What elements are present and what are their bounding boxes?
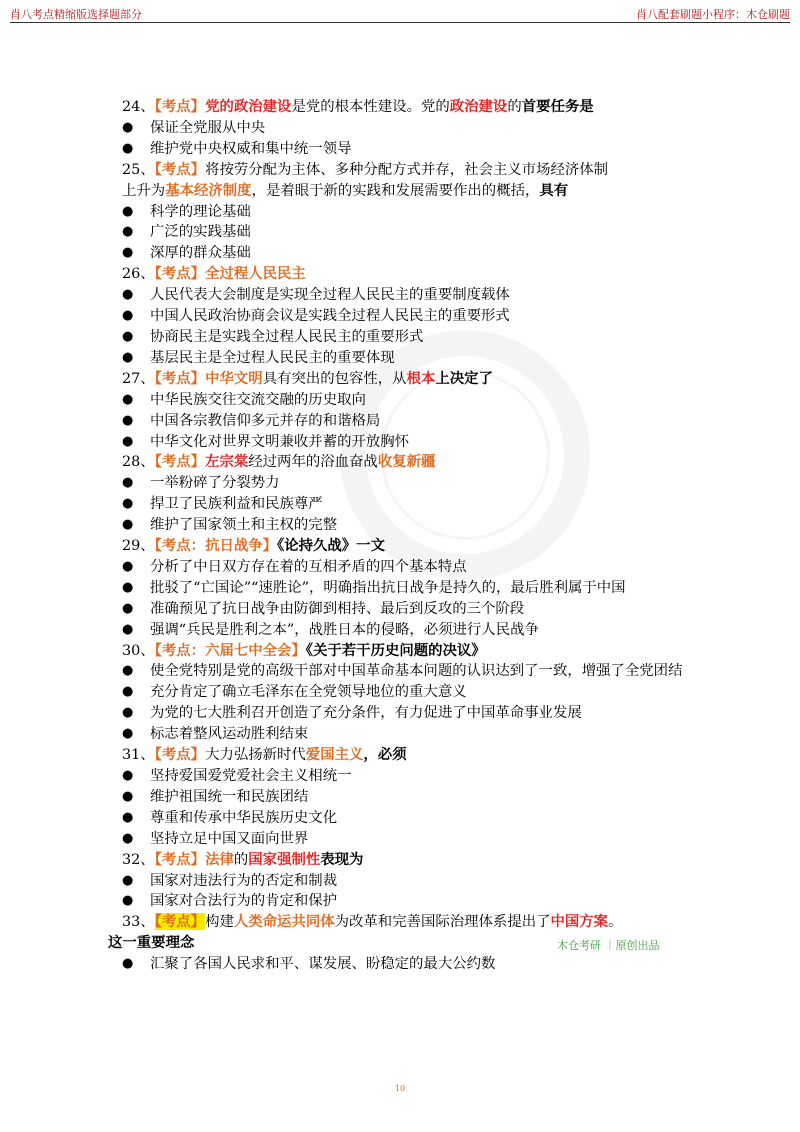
item-30-heading: 30、【考点：六届七中全会】《关于若干历史问题的决议》: [122, 641, 486, 659]
list-item: ● 中华民族交往交流交融的历史取向: [122, 390, 692, 411]
header-divider: [10, 22, 790, 23]
list-item: ● 国家对合法行为的肯定和保护: [122, 891, 692, 912]
list-item: ● 捍卫了民族利益和民族尊严: [122, 494, 692, 515]
list-item: ● 尊重和传承中华民族历史文化: [122, 808, 692, 829]
list-item: ● 坚持爱国爱党爱社会主义相统一: [122, 766, 692, 787]
list-item: ● 汇聚了各国人民求和平、谋发展、盼稳定的最大公约数: [122, 954, 692, 975]
list-item: ● 维护党中央权威和集中统一领导: [122, 139, 692, 160]
item-31-heading: 31、【考点】大力弘扬新时代爱国主义，必须: [122, 746, 407, 764]
list-item: ● 科学的理论基础: [122, 202, 692, 223]
page-content: [108, 97, 692, 975]
header-left: 肖八考点精缩版选择题部分: [10, 8, 142, 21]
list-item: ● 使全党特别是党的高级干部对中国革命基本问题的认识达到了一致，增强了全党团结: [122, 661, 692, 682]
item-28-heading: 28、【考点】左宗棠经过两年的浴血奋战收复新疆: [122, 453, 436, 471]
item-33-heading-cont: 这一重要理念: [108, 934, 195, 952]
list-item: ● 准确预见了抗日战争由防御到相持、最后到反攻的三个阶段: [122, 599, 692, 620]
list-item: ● 深厚的群众基础: [122, 243, 692, 264]
list-item: ● 分析了中日双方存在着的互相矛盾的四个基本特点: [122, 557, 692, 578]
item-25-heading-cont: 上升为基本经济制度，是着眼于新的实践和发展需要作出的概括，具有: [122, 181, 569, 199]
list-item: ● 批驳了“亡国论”“速胜论”，明确指出抗日战争是持久的，最后胜利属于中国: [122, 578, 692, 599]
list-item: ● 基层民主是全过程人民民主的重要体现: [122, 348, 692, 369]
list-item: ● 坚持立足中国又面向世界: [122, 829, 692, 850]
list-item: ● 为党的七大胜利召开创造了充分条件，有力促进了中国革命事业发展: [122, 703, 692, 724]
item-29-heading: 29、【考点：抗日战争】《论持久战》一文: [122, 537, 385, 555]
list-item: ● 中国各宗教信仰多元并存的和谐格局: [122, 411, 692, 432]
list-item: ● 一举粉碎了分裂势力: [122, 473, 692, 494]
item-33-heading: 33、【考点】构建人类命运共同体为改革和完善国际治理体系提出了中国方案。: [122, 913, 623, 931]
page-number: 10: [394, 1084, 406, 1093]
list-item: ● 强调“兵民是胜利之本”，战胜日本的侵略，必须进行人民战争: [122, 620, 692, 641]
highlighted-label: 【考点】: [154, 913, 206, 931]
list-item: ● 中华文化对世界文明兼收并蓄的开放胸怀: [122, 432, 692, 453]
list-item: ● 协商民主是实践全过程人民民主的重要形式: [122, 327, 692, 348]
item-25-heading: 25、【考点】将按劳分配为主体、多种分配方式并存，社会主义市场经济体制: [122, 160, 609, 178]
list-item: ● 维护祖国统一和民族团结: [122, 787, 692, 808]
item-24-heading: 24、【考点】党的政治建设是党的根本性建设。党的政治建设的首要任务是: [122, 98, 594, 115]
list-item: ● 充分肯定了确立毛泽东在全党领导地位的重大意义: [122, 682, 692, 703]
item-32-heading: 32、【考点】法律的国家强制性表现为: [122, 850, 364, 868]
list-item: ● 保证全党服从中央: [122, 118, 692, 139]
list-item: ● 人民代表大会制度是实现全过程人民民主的重要制度载体: [122, 285, 692, 306]
list-item: ● 标志着整风运动胜利结束: [122, 724, 692, 745]
item-27-heading: 27、【考点】中华文明具有突出的包容性，从根本上决定了: [122, 369, 493, 387]
brand-stamp: 木仓考研 ｜原创出品: [557, 939, 660, 952]
list-item: ● 广泛的实践基础: [122, 222, 692, 243]
header-right: 肖八配套刷题小程序：木仓刷题: [636, 8, 790, 21]
item-26-heading: 26、【考点】全过程人民民主: [122, 265, 306, 283]
list-item: ● 维护了国家领土和主权的完整: [122, 515, 692, 536]
list-item: ● 国家对违法行为的否定和制裁: [122, 871, 692, 892]
list-item: ● 中国人民政治协商会议是实践全过程人民民主的重要形式: [122, 306, 692, 327]
